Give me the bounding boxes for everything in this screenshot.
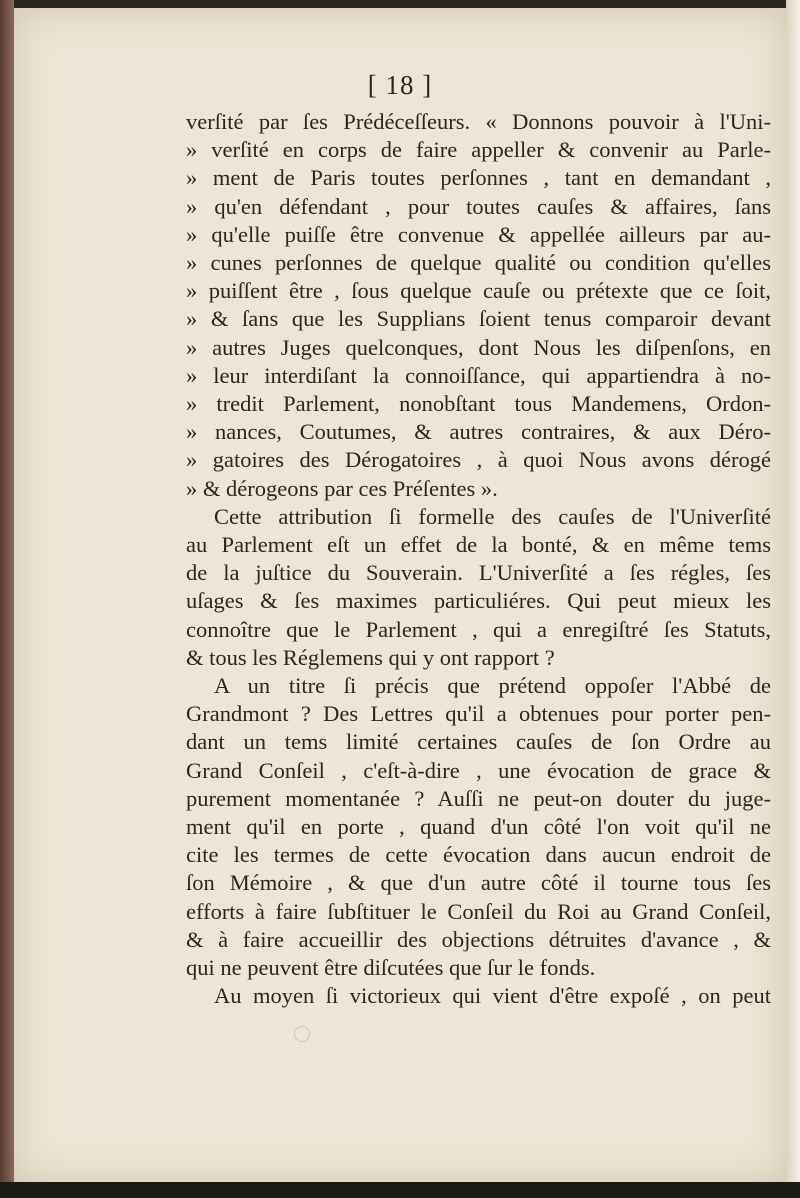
text-line: & tous les Réglemens qui y ont rapport ? xyxy=(186,644,555,670)
binding-edge xyxy=(0,0,14,1198)
text-line: » qu'en défendant , pour toutes cauſes & affaires, ſans xyxy=(186,193,771,219)
paragraph-start-line: Au moyen ſi victorieux qui vient d'être expoſé , on peut xyxy=(214,983,771,1009)
paper-stain xyxy=(294,1026,310,1042)
text-line: uſages & ſes maximes particuliéres. Qui peut mieux les xyxy=(186,588,771,614)
page-number: [ 18 ] xyxy=(367,70,433,100)
text-line: cite les termes de cette évocation dans aucun endroit de xyxy=(186,842,771,868)
book-page xyxy=(14,8,786,1183)
text-line: » autres Juges quelconques, dont Nous les diſpenſons, en xyxy=(186,334,771,360)
text-line: verſité par ſes Prédéceſſeurs. « Donnons pouvoir à l'Uni- xyxy=(186,109,771,134)
text-line: » puiſſent être , ſous quelque cauſe ou prétexte que ce ſoit, xyxy=(186,278,771,304)
text-line: Grand Conſeil , c'eſt-à-dire , une évocation de grace & xyxy=(186,757,771,783)
text-line: » ment de Paris toutes perſonnes , tant en demandant , xyxy=(186,165,771,191)
text-line: purement momentanée ? Auſſi ne peut-on douter du juge- xyxy=(186,785,771,811)
body-text xyxy=(186,108,771,1011)
text-line: dant un tems limité certaines cauſes de ſon Ordre au xyxy=(186,729,771,755)
text-line: connoître que le Parlement , qui a enregiſtré ſes Statuts, xyxy=(186,616,771,642)
paragraph-start-line: A un titre ſi précis que prétend oppoſer l'Abbé de xyxy=(214,673,771,699)
facing-page-edge xyxy=(786,0,800,1198)
text-line: » leur interdiſant la connoiſſance, qui appartiendra à no- xyxy=(186,362,771,388)
text-line: » verſité en corps de faire appeller & convenir au Parle- xyxy=(186,137,771,163)
text-line: & à faire accueillir des objections détruites d'avance , & xyxy=(186,926,771,952)
text-line: » qu'elle puiſſe être convenue & appellée ailleurs par au- xyxy=(186,221,771,247)
text-line: de la juſtice du Souverain. L'Univerſité a ſes régles, ſes xyxy=(186,560,771,586)
paragraph-start-line: Cette attribution ſi formelle des cauſes de l'Univerſité xyxy=(214,503,771,529)
text-line: Grandmont ? Des Lettres qu'il a obtenues pour porter pen- xyxy=(186,701,771,727)
text-line: au Parlement eſt un effet de la bonté, & en même tems xyxy=(186,532,771,558)
text-line: » gatoires des Dérogatoires , à quoi Nous avons dérogé xyxy=(186,447,771,473)
text-line: efforts à faire ſubſtituer le Conſeil du Roi au Grand Conſeil, xyxy=(186,898,771,924)
text-line: ment qu'il en porte , quand d'un côté l'on voit qu'il ne xyxy=(186,814,771,840)
text-line: » tredit Parlement, nonobſtant tous Mandemens, Ordon- xyxy=(186,391,771,417)
text-line: qui ne peuvent être diſcutées que ſur le fonds. xyxy=(186,955,596,981)
text-line: ſon Mémoire , & que d'un autre côté il tourne tous ſes xyxy=(186,870,771,896)
text-line: » cunes perſonnes de quelque qualité ou condition qu'elles xyxy=(186,250,771,276)
text-line: » nances, Coutumes, & autres contraires, & aux Déro- xyxy=(186,419,771,445)
text-line: » & ſans que les Supplians ſoient tenus comparoir devant xyxy=(186,306,771,332)
text-line: » & dérogeons par ces Préſentes ». xyxy=(186,475,498,501)
scan-bottom-edge xyxy=(0,1182,800,1198)
